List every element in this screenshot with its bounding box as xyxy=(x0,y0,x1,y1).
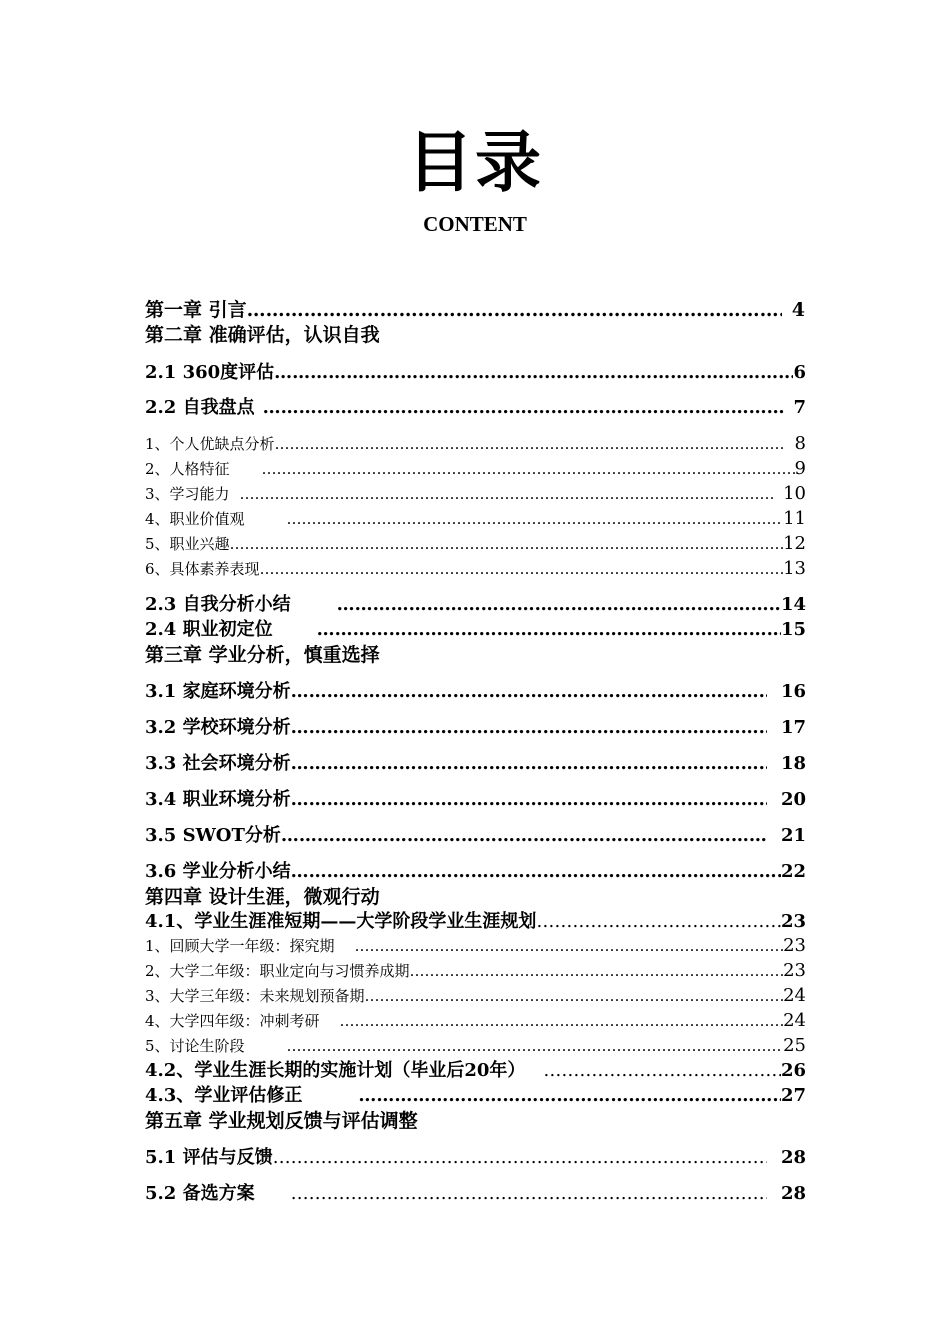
leader-dots xyxy=(291,1182,767,1206)
leader-dots xyxy=(247,298,782,322)
toc-entry-label: 3、学习能力 xyxy=(145,485,230,503)
toc-entry-page: 11 xyxy=(783,508,806,529)
toc-entry-3-4[interactable] xyxy=(145,788,806,812)
toc-entry-page: 27 xyxy=(780,1085,806,1106)
leader-dots xyxy=(275,433,785,455)
toc-entry-label: 3.5 SWOT分析 xyxy=(145,825,281,846)
toc-entry-page: 14 xyxy=(780,594,806,615)
toc-entry-label: 2、大学二年级：职业定向与习惯养成期 xyxy=(145,962,410,980)
toc-entry-4-1-1[interactable] xyxy=(145,935,806,957)
toc-entry-4-2[interactable] xyxy=(145,1059,806,1083)
toc-entry-label: 4、大学四年级：冲刺考研 xyxy=(145,1012,320,1030)
toc-entry-label: 1、回顾大学一年级：探究期 xyxy=(145,937,335,955)
toc-entry-5-2[interactable] xyxy=(145,1182,806,1206)
toc-entry-label: 第四章 设计生涯，微观行动 xyxy=(145,886,380,908)
toc-entry-page: 23 xyxy=(783,935,806,956)
toc-entry-label: 2、人格特征 xyxy=(145,460,230,478)
toc-entry-page: 28 xyxy=(780,1183,806,1204)
toc-entry-label: 3.1 家庭环境分析 xyxy=(145,681,291,702)
toc-entry-chapter-5[interactable] xyxy=(145,1109,806,1133)
leader-dots xyxy=(536,910,781,934)
leader-dots xyxy=(337,593,781,617)
toc-entry-3-3[interactable] xyxy=(145,752,806,776)
leader-dots xyxy=(410,960,784,982)
leader-dots xyxy=(317,618,781,642)
toc-entry-2-2-1[interactable] xyxy=(145,433,806,455)
toc-entry-2-2-5[interactable] xyxy=(145,533,806,555)
toc-entry-page: 25 xyxy=(783,1035,806,1056)
toc-entry-page: 10 xyxy=(783,483,806,504)
leader-dots xyxy=(340,1010,784,1032)
toc-entry-page: 6 xyxy=(793,362,806,383)
leader-dots xyxy=(230,533,784,555)
leader-dots xyxy=(240,483,774,505)
leader-dots xyxy=(274,361,793,385)
toc-entry-page: 13 xyxy=(783,558,806,579)
toc-entry-3-5[interactable] xyxy=(145,824,806,848)
toc-entry-page: 7 xyxy=(793,397,806,418)
toc-entry-label: 第五章 学业规划反馈与评估调整 xyxy=(145,1110,418,1132)
toc-entry-label: 第三章 学业分析，慎重选择 xyxy=(145,644,380,666)
toc-entry-page: 23 xyxy=(780,911,806,932)
toc-entry-2-1[interactable] xyxy=(145,361,806,385)
toc-entry-label: 3.4 职业环境分析 xyxy=(145,789,291,810)
leader-dots xyxy=(281,824,767,848)
leader-dots xyxy=(287,508,784,530)
leader-dots xyxy=(365,985,784,1007)
leader-dots xyxy=(260,558,784,580)
leader-dots xyxy=(291,788,767,812)
toc-entry-chapter-2[interactable] xyxy=(145,323,805,347)
toc-entry-2-2-6[interactable] xyxy=(145,558,806,580)
toc-entry-2-2-3[interactable] xyxy=(145,483,806,505)
toc-entry-label: 3.3 社会环境分析 xyxy=(145,753,291,774)
leader-dots xyxy=(543,1059,781,1083)
toc-entry-label: 5、讨论生阶段 xyxy=(145,1037,245,1055)
toc-entry-page: 24 xyxy=(783,985,806,1006)
leader-dots xyxy=(263,396,786,420)
toc-entry-label: 2.1 360度评估 xyxy=(145,362,275,383)
toc-entry-label: 4、职业价值观 xyxy=(145,510,245,528)
toc-entry-2-4[interactable] xyxy=(145,618,806,642)
leader-dots xyxy=(355,935,784,957)
toc-entry-label: 第二章 准确评估，认识自我 xyxy=(145,324,380,346)
toc-entry-5-1[interactable] xyxy=(145,1146,806,1170)
leader-dots xyxy=(291,860,781,884)
toc-entry-page: 26 xyxy=(780,1060,806,1081)
toc-entry-label: 2.2 自我盘点 xyxy=(145,397,255,418)
toc-entry-3-2[interactable] xyxy=(145,716,806,740)
toc-entry-label: 4.1、学业生涯准短期——大学阶段学业生涯规划 xyxy=(145,911,537,932)
toc-entry-label: 5、职业兴趣 xyxy=(145,535,230,553)
toc-entry-2-2-4[interactable] xyxy=(145,508,806,530)
toc-entry-label: 第一章 引言 xyxy=(145,299,247,321)
toc-entry-label: 3、大学三年级：未来规划预备期 xyxy=(145,987,365,1005)
leader-dots xyxy=(291,752,767,776)
toc-entry-4-1-2[interactable] xyxy=(145,960,806,982)
toc-entry-page: 8 xyxy=(794,433,806,454)
toc-entry-label: 6、具体素养表现 xyxy=(145,560,260,578)
toc-entry-label: 1、个人优缺点分析 xyxy=(145,435,275,453)
leader-dots xyxy=(287,1035,784,1057)
toc-entry-page: 23 xyxy=(783,960,806,981)
toc-entry-page: 12 xyxy=(783,533,806,554)
toc-entry-page: 17 xyxy=(780,717,806,738)
toc-entry-3-6[interactable] xyxy=(145,860,806,884)
leader-dots xyxy=(262,458,795,480)
toc-entry-2-2[interactable] xyxy=(145,396,806,420)
toc-entry-4-1-5[interactable] xyxy=(145,1035,806,1057)
toc-entry-3-1[interactable] xyxy=(145,680,806,704)
toc-entry-chapter-3[interactable] xyxy=(145,643,806,667)
toc-entry-page: 28 xyxy=(780,1147,806,1168)
toc-entry-4-1-4[interactable] xyxy=(145,1010,806,1032)
leader-dots xyxy=(291,680,767,704)
toc-entry-4-3[interactable] xyxy=(145,1084,806,1108)
page-title: 目录 xyxy=(407,123,543,201)
toc-entry-label: 4.3、学业评估修正 xyxy=(145,1085,303,1106)
toc-entry-2-3[interactable] xyxy=(145,593,806,617)
toc-entry-chapter-4[interactable] xyxy=(145,885,806,909)
leader-dots xyxy=(358,1084,781,1108)
toc-entry-page: 22 xyxy=(780,861,806,882)
leader-dots xyxy=(291,716,767,740)
toc-entry-page: 20 xyxy=(780,789,806,810)
toc-entry-label: 2.4 职业初定位 xyxy=(145,619,273,640)
toc-entry-4-1-3[interactable] xyxy=(145,985,806,1007)
toc-entry-label: 3.2 学校环境分析 xyxy=(145,717,291,738)
leader-dots xyxy=(273,1146,767,1170)
toc-entry-page: 21 xyxy=(780,825,806,846)
toc-entry-label: 2.3 自我分析小结 xyxy=(145,594,291,615)
toc-entry-page: 15 xyxy=(780,619,806,640)
page-subtitle: CONTENT xyxy=(423,212,527,236)
toc-entry-page: 24 xyxy=(783,1010,806,1031)
toc-entry-chapter-1[interactable] xyxy=(145,298,805,322)
toc-entry-page: 9 xyxy=(794,458,806,479)
toc-entry-label: 3.6 学业分析小结 xyxy=(145,861,291,882)
toc-entry-label: 5.1 评估与反馈 xyxy=(145,1147,273,1168)
toc-entry-label: 4.2、学业生涯长期的实施计划（毕业后20年） xyxy=(145,1060,526,1081)
toc-entry-page: 4 xyxy=(791,299,805,321)
toc-entry-page: 16 xyxy=(780,681,806,702)
toc-entry-2-2-2[interactable] xyxy=(145,458,806,480)
toc-entry-page: 18 xyxy=(780,753,806,774)
toc-entry-4-1[interactable] xyxy=(145,910,806,934)
toc-entry-label: 5.2 备选方案 xyxy=(145,1183,255,1204)
